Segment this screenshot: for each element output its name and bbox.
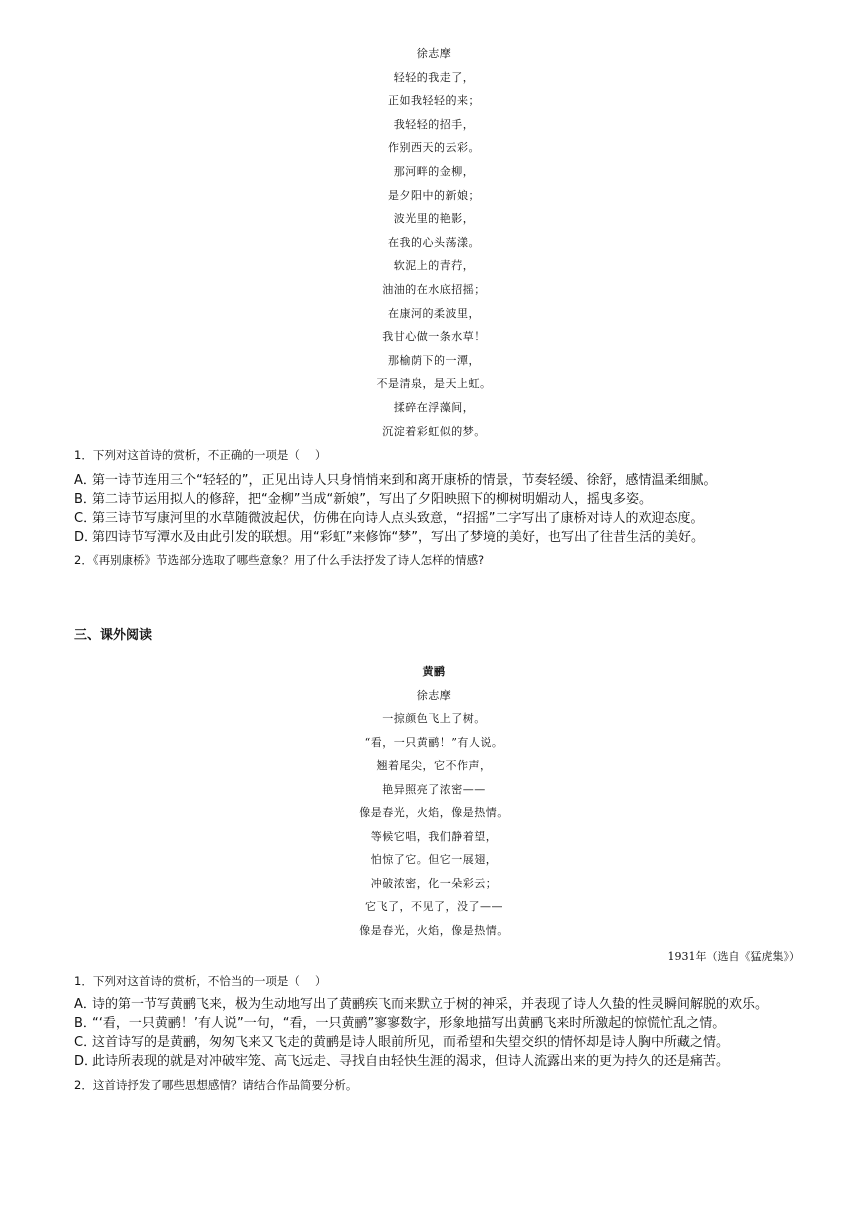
option-text: 第三诗节写康河里的水草随微波起伏，仿佛在向诗人点头致意，“招摇”二字写出了康桥对诗人的欢迎态度。 bbox=[92, 511, 704, 526]
poem-line: 一掠颜色飞上了树。 bbox=[382, 712, 486, 725]
poem-line: 波光里的艳影， bbox=[393, 212, 475, 226]
section-heading: 三、课外阅读 bbox=[74, 628, 153, 643]
question-3-option-b bbox=[74, 1014, 725, 1033]
poem-line: 揉碎在浮藻间， bbox=[393, 400, 475, 414]
poem-line: 艳异照亮了浓密—— bbox=[382, 782, 486, 796]
poem-huangli bbox=[0, 660, 868, 942]
poem-line: 在康河的柔波里， bbox=[388, 306, 480, 320]
option-tag: D． bbox=[74, 530, 98, 545]
option-text: 诗的第一节写黄鹂飞来，极为生动地写出了黄鹂疾飞而来默立于树的神采，并表现了诗人久蛰的性灵瞬间解脱的欢乐。 bbox=[92, 997, 769, 1012]
option-text: 第一诗节连用三个“轻轻的”，正见出诗人只身悄悄来到和离开康桥的情景，节奏轻缓、徐舒，感情温柔细腻。 bbox=[92, 473, 717, 488]
question-1-option-b bbox=[74, 490, 652, 509]
poem-line: “看，一只黄鹂！”有人说。 bbox=[364, 735, 504, 749]
option-tag: B． bbox=[74, 492, 96, 507]
poem-line: 翘着尾尖，它不作声， bbox=[376, 759, 492, 772]
question-3: 1．下列对这首诗的赏析，不恰当的一项是（ ） bbox=[74, 974, 327, 988]
question-3-option-a bbox=[74, 995, 768, 1014]
poem-line: 等候它唱，我们静着望， bbox=[370, 829, 498, 843]
poem-line: 在我的心头荡漾。 bbox=[388, 235, 480, 249]
option-tag: A． bbox=[74, 473, 96, 488]
poem-line: 沉淀着彩虹似的梦。 bbox=[382, 424, 486, 438]
poem-line: 我甘心做一条水草！ bbox=[382, 330, 486, 344]
poem-line: 冲破浓密，化一朵彩云； bbox=[370, 876, 498, 890]
poem-title: 黄鹂 bbox=[422, 665, 446, 678]
question-3-option-d bbox=[74, 1052, 729, 1071]
poem-line: 轻轻的我走了， bbox=[393, 70, 475, 84]
option-tag: A． bbox=[74, 997, 96, 1012]
poem-line: 不是清泉，是天上虹。 bbox=[376, 377, 492, 391]
poem-line: 是夕阳中的新娘； bbox=[388, 188, 480, 202]
poem-line: 那榆荫下的一潭， bbox=[388, 353, 480, 367]
question-1-option-a bbox=[74, 471, 716, 490]
option-tag: D． bbox=[74, 1054, 98, 1069]
question-1-option-c bbox=[74, 509, 703, 528]
poem-line: 作别西天的云彩。 bbox=[388, 141, 480, 155]
question-2: 2．《再别康桥》节选部分选取了哪些意象？用了什么手法抒发了诗人怎样的情感? bbox=[74, 553, 485, 567]
poem-line: 怕惊了它。但它一展翅， bbox=[370, 853, 498, 866]
poem-line: 软泥上的青荇， bbox=[393, 259, 475, 273]
poem-line: 它飞了，不见了，没了—— bbox=[365, 900, 503, 913]
option-text: 第二诗节运用拟人的修辞，把“金柳”当成“新娘”，写出了夕阳映照下的柳树明媚动人，摇曳多姿。 bbox=[92, 492, 652, 507]
poem-line: 那河畔的金柳， bbox=[393, 164, 475, 178]
option-tag: B． bbox=[74, 1016, 96, 1031]
option-text: 这首诗写的是黄鹂，匆匆飞来又飞走的黄鹂是诗人眼前所见，而希望和失望交织的情怀却是诗人胸中所藏之情。 bbox=[92, 1035, 730, 1050]
poem-zaibie-kangqiao bbox=[0, 42, 868, 443]
question-1: 1．下列对这首诗的赏析，不正确的一项是（ ） bbox=[74, 448, 327, 462]
option-text: 第四诗节写潭水及由此引发的联想。用“彩虹”来修饰“梦”，写出了梦境的美好，也写出了往昔生活的美好。 bbox=[92, 530, 704, 545]
option-tag: C． bbox=[74, 511, 97, 526]
option-text: 此诗所表现的就是对冲破牢笼、高飞远走、寻找自由轻快生涯的渴求，但诗人流露出来的更为持久的还是痛苦。 bbox=[92, 1054, 730, 1069]
poem-line: 我轻轻的招手， bbox=[393, 117, 475, 131]
poem-author: 徐志摩 bbox=[416, 688, 452, 702]
poem-line: 像是春光，火焰，像是热情。 bbox=[359, 806, 509, 819]
question-3-option-c bbox=[74, 1033, 729, 1052]
poem-line: 像是春光，火焰，像是热情。 bbox=[359, 923, 509, 937]
question-4: 2．这首诗抒发了哪些思想感情？请结合作品简要分析。 bbox=[74, 1078, 358, 1092]
poem-source: 1931年（选自《猛虎集》） bbox=[667, 950, 800, 963]
poem-author: 徐志摩 bbox=[416, 47, 452, 60]
question-1-option-d bbox=[74, 528, 704, 547]
option-text: “‘看，一只黄鹂！’有人说”一句，“看，一只黄鹂”寥寥数字，形象地描写出黄鹂飞来时所激起的惊慌忙乱之情。 bbox=[92, 1016, 726, 1031]
option-tag: C． bbox=[74, 1035, 97, 1050]
poem-line: 油油的在水底招摇； bbox=[382, 282, 486, 296]
poem-line: 正如我轻轻的来； bbox=[388, 94, 480, 108]
